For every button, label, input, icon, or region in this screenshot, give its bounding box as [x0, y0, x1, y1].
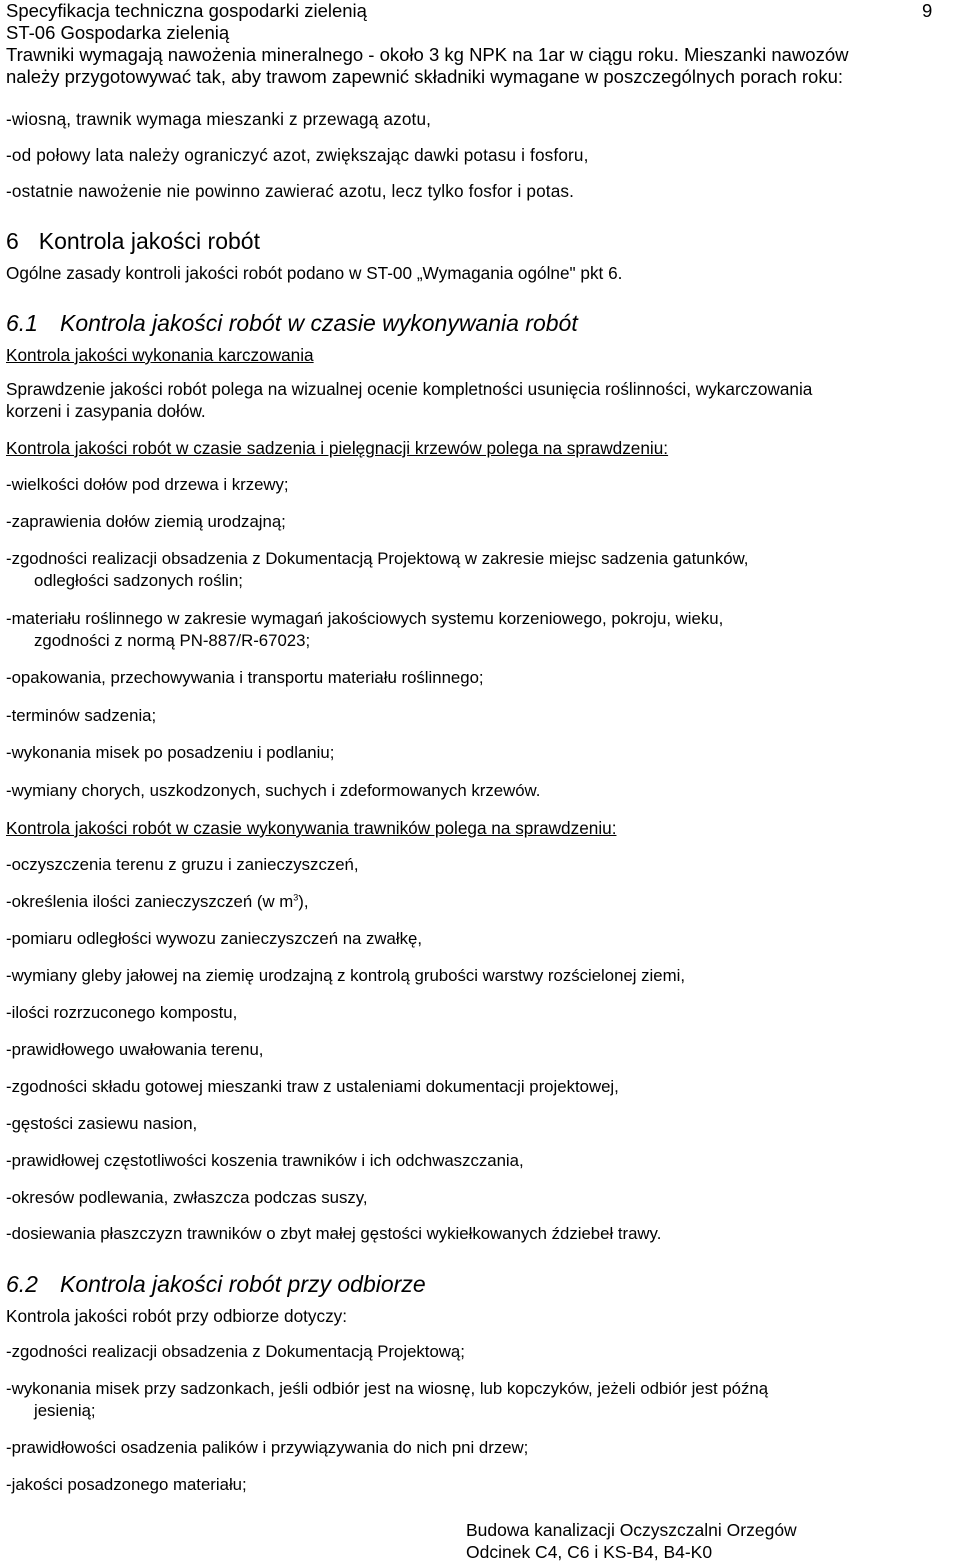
section-title: Kontrola jakości robót [38, 228, 260, 254]
list-item: -określenia ilości zanieczyszczeń (w $m^3$), [6, 892, 309, 911]
list-item: -wykonania misek przy sadzonkach, jeśli odbiór jest na wiosnę, lub kopczyków, jeżeli odbiór jest późną jesienią; [6, 1379, 769, 1420]
list-item: -wykonania misek po posadzeniu i podlaniu; [6, 743, 335, 762]
paragraph-line: korzeni i zasypania dołów. [6, 401, 206, 421]
list-item: -wymiany gleby jałowej na ziemię urodzajną z kontrolą grubości warstwy rozścielonej ziemi, [6, 966, 685, 985]
list-item: -zgodności realizacji obsadzenia z Dokumentacją Projektową w zakresie miejsc sadzenia gatunków, odległości sadzonych roślin; [6, 549, 749, 590]
list-item: -wielkości dołów pod drzewa i krzewy; [6, 475, 289, 494]
list-item: -okresów podlewania, zwłaszcza podczas suszy, [6, 1188, 368, 1207]
section-title: Kontrola jakości robót w czasie wykonywania robót [59, 310, 578, 336]
list-item: -oczyszczenia terenu z gruzu i zanieczyszczeń, [6, 855, 359, 874]
footer-line-2: Odcinek C4, C6 i KS-B4, B4-K0 [466, 1542, 713, 1562]
section-6-2-heading [6, 1271, 426, 1298]
list-item: -jakości posadzonego materiału; [6, 1475, 247, 1494]
list-item: -prawidłowej częstotliwości koszenia trawników i ich odchwaszczania, [6, 1151, 524, 1170]
intro-item: -od połowy lata należy ograniczyć azot, zwiększając dawki potasu i fosforu, [6, 145, 589, 165]
subheading-trawniki: Kontrola jakości robót w czasie wykonywania trawników polega na sprawdzeniu: [6, 818, 617, 838]
list-item: -opakowania, przechowywania i transportu materiału roślinnego; [6, 668, 484, 687]
section-6-text: Ogólne zasady kontroli jakości robót podano w ST-00 „Wymagania ogólne" pkt 6. [6, 263, 623, 283]
section-number: 6.1 [6, 310, 38, 336]
section-6-heading [6, 228, 260, 255]
list-item: -zgodności składu gotowej mieszanki traw z ustaleniami dokumentacji projektowej, [6, 1077, 619, 1096]
list-item: -ilości rozrzuconego kompostu, [6, 1003, 238, 1022]
list-item: -terminów sadzenia; [6, 706, 157, 725]
list-item: -prawidłowości osadzenia palików i przywiązywania do nich pni drzew; [6, 1438, 529, 1457]
section-6-1-heading [6, 310, 578, 337]
intro-line-1: Trawniki wymagają nawożenia mineralnego - około 3 kg NPK na 1ar w ciągu roku. Mieszanki nawozów [6, 44, 849, 65]
doc-subtitle: ST-06 Gospodarka zielenią [6, 22, 230, 43]
list-item: -zgodności realizacji obsadzenia z Dokumentacją Projektową; [6, 1342, 465, 1361]
list-item: -gęstości zasiewu nasion, [6, 1114, 198, 1133]
subheading-krzewy: Kontrola jakości robót w czasie sadzenia i pielęgnacji krzewów polega na sprawdzeniu: [6, 438, 669, 458]
section-title: Kontrola jakości robót przy odbiorze [59, 1271, 426, 1297]
section-number: 6 [6, 228, 19, 254]
list-item: -dosiewania płaszczyzn trawników o zbyt małej gęstości wykiełkowanych ździebeł trawy. [6, 1224, 662, 1243]
footer-line-1: Budowa kanalizacji Oczyszczalni Orzegów [466, 1520, 797, 1540]
superscript: 3 [293, 892, 299, 903]
paragraph-line: Sprawdzenie jakości robót polega na wizualnej ocenie kompletności usunięcia roślinności, wykarczowania [6, 379, 813, 399]
list-item: -pomiaru odległości wywozu zanieczyszczeń na zwałkę, [6, 929, 422, 948]
list-item: -prawidłowego uwałowania terenu, [6, 1040, 264, 1059]
list-item: -materiału roślinnego w zakresie wymagań jakościowych systemu korzeniowego, pokroju, wieku, zgodności z normą PN-887/R-67023; [6, 609, 724, 650]
intro-line-2: należy przygotowywać tak, aby trawom zapewnić składniki wymagane w poszczególnych porach roku: [6, 66, 843, 87]
list-item: -wymiany chorych, uszkodzonych, suchych i zdeformowanych krzewów. [6, 781, 541, 800]
section-6-2-intro: Kontrola jakości robót przy odbiorze dotyczy: [6, 1306, 348, 1326]
section-number: 6.2 [6, 1271, 38, 1297]
intro-item: -wiosną, trawnik wymaga mieszanki z przewagą azotu, [6, 109, 432, 129]
subheading-karczowanie: Kontrola jakości wykonania karczowania [6, 345, 314, 365]
doc-title: Specyfikacja techniczna gospodarki zielenią [6, 0, 367, 21]
page-number: 9 [922, 0, 933, 21]
intro-item: -ostatnie nawożenie nie powinno zawierać azotu, lecz tylko fosfor i potas. [6, 181, 575, 201]
list-item: -zaprawienia dołów ziemią urodzajną; [6, 512, 286, 531]
